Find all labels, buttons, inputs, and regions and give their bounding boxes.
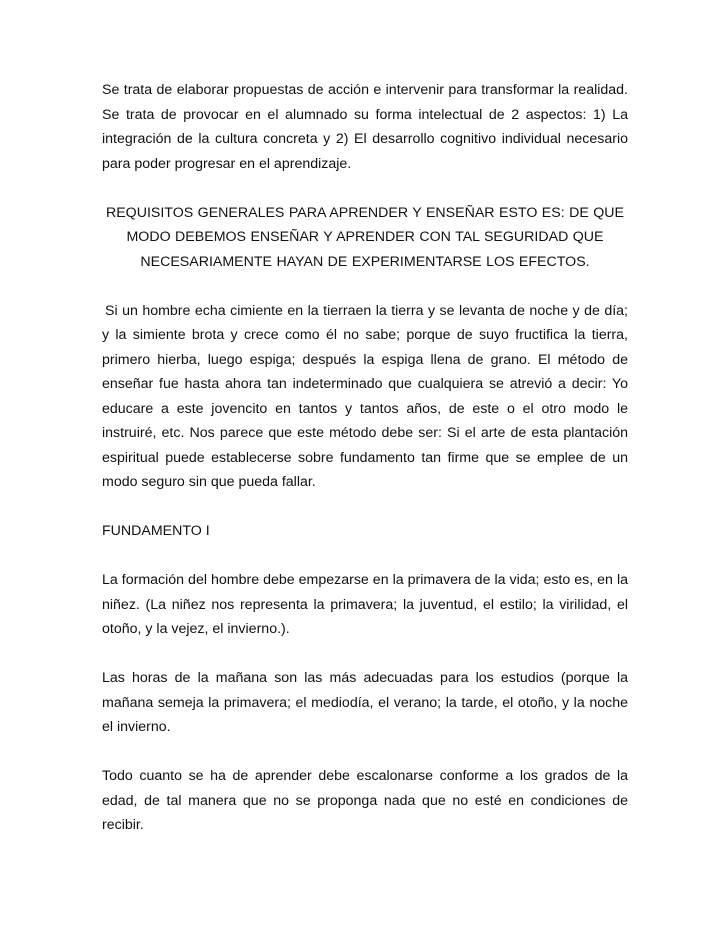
- paragraph-horas: Las horas de la mañana son las más adecuadas para los estudios (porque la mañana semeja la primavera; el mediodía, el verano; la tarde, el otoño, y la noche el invierno.: [102, 670, 628, 735]
- section-title-fundamento: FUNDAMENTO I: [102, 523, 210, 539]
- paragraph-siembra: Si un hombre echa cimiente en la tierraen la tierra y se levanta de noche y de día; y la simiente brota y crece como él no sabe; porque de suyo fructifica la tierra, primero hierba, luego espiga; después la espiga llena de grano. El método de enseñar fue hasta ahora tan indeterminado que cualquiera se atrevió a decir: Yo educare a este jovencito en tantos y tantos años, de este o el otro modo le instruiré, etc. Nos parece que este método debe ser: Si el arte de esta plantación espiritual puede establecerse sobre fundamento tan firme que se emplee de un modo seguro sin que pueda fallar.: [102, 302, 628, 490]
- document-page: [102, 78, 628, 862]
- heading-requisitos: REQUISITOS GENERALES PARA APRENDER Y ENSEÑAR ESTO ES: DE QUE MODO DEBEMOS ENSEÑAR Y APRENDER CON TAL SEGURIDAD QUE NECESARIAMENTE HAYAN DE EXPERIMENTARSE LOS EFECTOS.: [105, 204, 625, 270]
- paragraph-escalonar: Todo cuanto se ha de aprender debe escalonarse conforme a los grados de la edad, de tal manera que no se proponga nada que no esté en condiciones de recibir.: [102, 768, 628, 833]
- paragraph-formacion: La formación del hombre debe empezarse en la primavera de la vida; esto es, en la niñez. (La niñez nos representa la primavera; la juventud, el estilo; la virilidad, el otoño, y la vejez, el invierno.).: [102, 572, 628, 637]
- paragraph-intro: Se trata de elaborar propuestas de acción e intervenir para transformar la realidad. Se trata de provocar en el alumnado su forma intelectual de 2 aspectos: 1) La integración de la cultura concreta y 2) El desarrollo cognitivo individual necesario para poder progresar en el aprendizaje.: [102, 82, 628, 172]
